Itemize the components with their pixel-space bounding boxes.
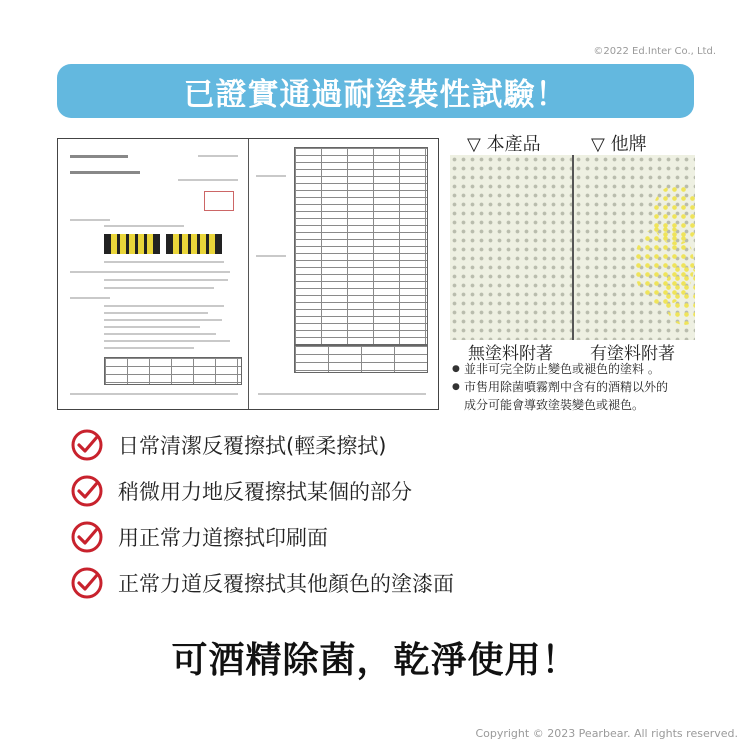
fabric-comparison [450, 155, 695, 340]
checklist-item-text: 稍微用力地反覆擦拭某個的部分 [118, 480, 412, 504]
sample-swatches [104, 234, 222, 254]
test-certificate-image [57, 138, 439, 410]
slogan: 可酒精除菌，乾淨使用！ [171, 640, 579, 681]
checklist-item-text: 正常力道反覆擦拭其他顏色的塗漆面 [118, 572, 454, 596]
note-continuation: 成分可能會導致塗裝變色或褪色。 [464, 398, 645, 412]
no-paint-label: 無塗料附著 [468, 344, 553, 364]
check-circle-icon [70, 566, 104, 600]
checklist-item-text: 用正常力道擦拭印刷面 [118, 526, 328, 550]
certificate-results-summary [294, 345, 428, 373]
checklist-item [70, 474, 412, 508]
paint-attached-label: 有塗料附著 [590, 344, 675, 364]
checklist-item-text: 日常清潔反覆擦拭(輕柔擦拭) [118, 434, 387, 458]
certificate-results-table [294, 147, 428, 345]
checklist-item [70, 566, 454, 600]
note-item: ● 並非可完全防止變色或褪色的塗料 。 [452, 360, 712, 378]
copyright-bottom: Copyright © 2023 Pearbear. All rights reserved. [475, 727, 738, 740]
copyright-top: ©2022 Ed.Inter Co., Ltd. [593, 46, 716, 57]
banner-title: 已證實通過耐塗裝性試驗！ [57, 64, 694, 118]
certificate-divider [248, 139, 249, 409]
check-circle-icon [70, 474, 104, 508]
certificate-stamp [204, 191, 234, 211]
notes [452, 360, 712, 414]
check-circle-icon [70, 428, 104, 462]
certificate-summary-table [104, 357, 242, 385]
other-brand-fabric-image [574, 155, 696, 340]
note-item: ● 市售用除菌噴霧劑中含有的酒精以外的 [452, 378, 712, 396]
checklist-item [70, 520, 328, 554]
check-circle-icon [70, 520, 104, 554]
checklist-item [70, 428, 386, 462]
this-product-label: ▽ 本產品 [467, 134, 541, 155]
other-brand-label: ▽ 他牌 [591, 134, 647, 155]
this-product-fabric-image [450, 155, 574, 340]
